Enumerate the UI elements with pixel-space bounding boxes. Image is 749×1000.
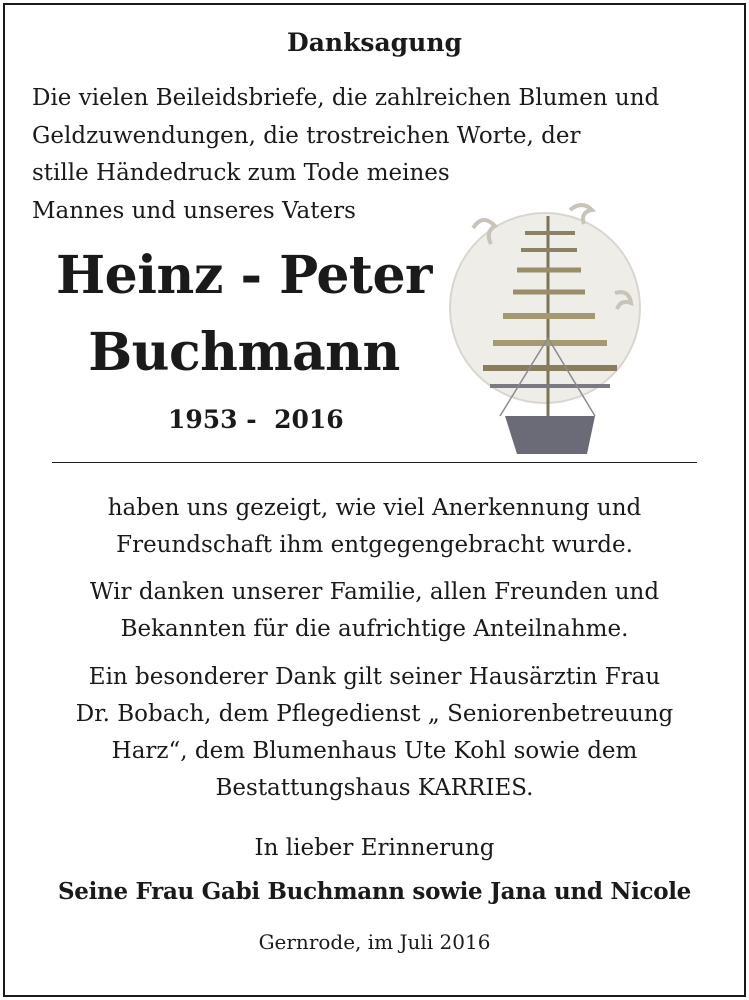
paragraph-line: Freundschaft ihm entgegengebracht wurde. (116, 532, 633, 558)
life-years: 1953 - 2016 (168, 405, 344, 434)
paragraph-line: Wir danken unserer Familie, allen Freunden und (89, 579, 660, 605)
family-signature: Seine Frau Gabi Buchmann sowie Jana und Nicole (57, 878, 692, 905)
deceased-first-name: Heinz - Peter (56, 245, 432, 306)
paragraph (0, 659, 749, 807)
closing-line: In lieber Erinnerung (254, 835, 495, 861)
divider-line (52, 462, 697, 463)
paragraph-line: Bekannten für die aufrichtige Anteilnahme. (120, 616, 629, 642)
intro-line: Geldzuwendungen, die trostreichen Worte, der (32, 122, 581, 149)
paragraph-line: Harz“, dem Blumenhaus Ute Kohl sowie dem (111, 738, 638, 764)
paragraph (0, 490, 749, 564)
paragraph (0, 574, 749, 648)
notice-heading: Danksagung (287, 28, 462, 57)
place-date: Gernrode, im Juli 2016 (258, 930, 491, 954)
intro-line: Die vielen Beileidsbriefe, die zahlreichen Blumen und (32, 85, 660, 111)
paragraph-line: Ein besonderer Dank gilt seiner Hausärztin Frau (88, 664, 661, 690)
intro-line: stille Händedruck zum Tode meines (32, 160, 450, 186)
paragraph-line: haben uns gezeigt, wie viel Anerkennung und (107, 495, 642, 521)
paragraph-line: Bestattungshaus KARRIES. (215, 775, 534, 801)
sailing-ship-icon (445, 188, 660, 463)
intro-line: Mannes und unseres Vaters (32, 197, 356, 224)
deceased-last-name: Buchmann (88, 322, 400, 383)
paragraph-line: Dr. Bobach, dem Pflegedienst „ Seniorenbetreuung (75, 701, 674, 727)
